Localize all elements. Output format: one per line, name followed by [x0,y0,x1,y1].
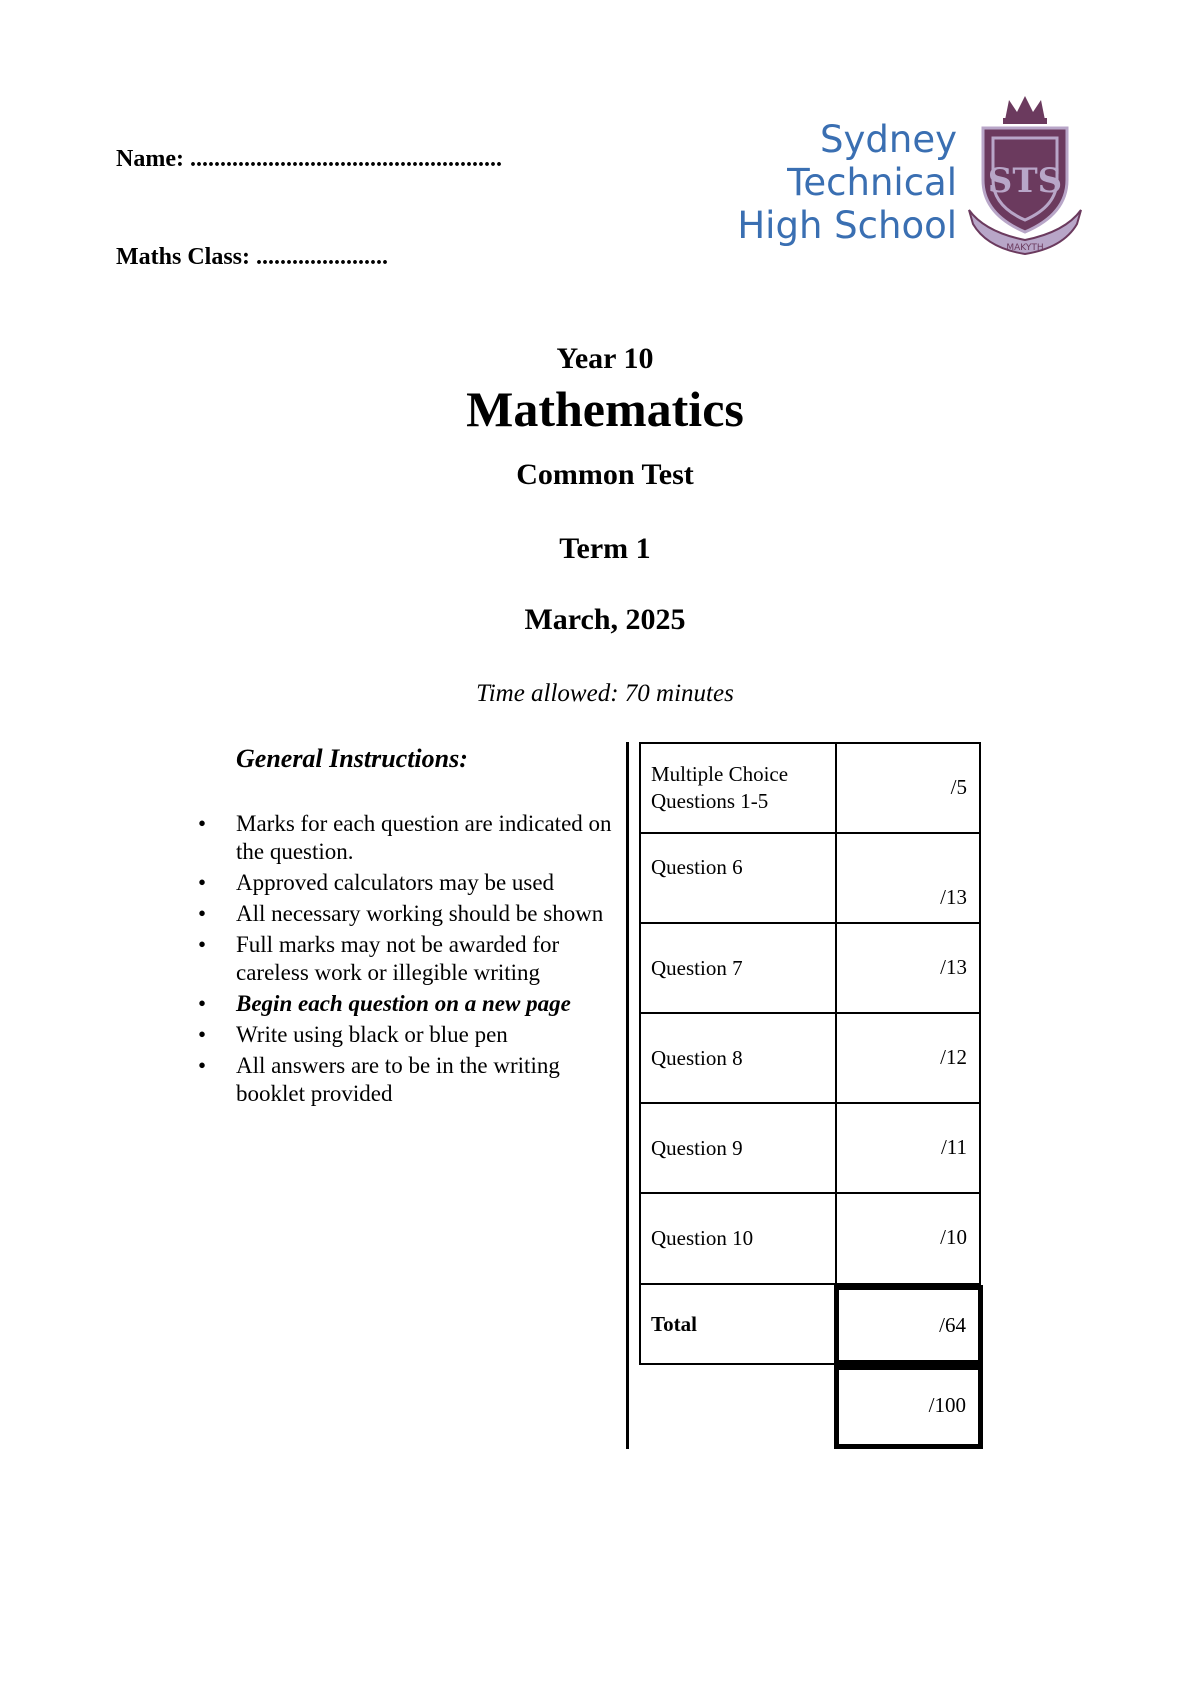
percentage-marks-cell: /100 [834,1365,983,1449]
instruction-item: • All necessary working should be shown [198,901,604,926]
school-crest-icon [965,92,1085,257]
name-label: Name: [116,146,184,172]
table-row-label: Question 9 [639,1104,837,1194]
instruction-item: • Marks for each question are indicated on the question. [198,811,612,864]
table-row-label: Question 8 [639,1014,837,1104]
school-logo [735,92,1085,262]
table-row-marks: /13 [835,834,981,924]
logo-line-2: Technical [787,161,957,204]
total-label-cell: Total [639,1285,837,1365]
instructions-list [198,810,618,1111]
table-row-marks: /10 [835,1194,981,1285]
table-row-marks: /12 [835,1014,981,1104]
table-row-label: Multiple Choice Questions 1-5 [639,742,837,834]
name-field [116,146,502,173]
instruction-item: • All answers are to be in the writing booklet provided [198,1053,560,1106]
instruction-item: • Write using black or blue pen [198,1022,508,1047]
maths-class-label: Maths Class: [116,244,251,270]
maths-class-dotted-line: ...................... [256,244,389,270]
svg-text:STS: STS [987,161,1063,201]
table-row-marks: /5 [835,742,981,834]
table-row-marks: /11 [835,1104,981,1194]
table-row-label: Question 10 [639,1194,837,1285]
table-row-label: Question 6 [639,834,837,924]
table-row-label: Question 7 [639,924,837,1014]
maths-class-field [116,244,388,271]
instruction-item: • Full marks may not be awarded for careless work or illegible writing [198,932,560,985]
instructions-heading: General Instructions: [236,744,468,773]
logo-line-1: Sydney [820,118,957,161]
logo-line-3: High School [737,204,957,247]
svg-text:MAKYTH: MAKYTH [1006,243,1044,253]
test-date: March, 2025 [524,603,686,636]
time-allowed: Time allowed: 70 minutes [476,680,734,707]
instruction-item: • Begin each question on a new page [198,991,571,1016]
subject-title: Mathematics [466,381,744,437]
term: Term 1 [559,532,651,565]
test-name: Common Test [516,458,694,491]
vertical-divider [626,742,629,1449]
name-dotted-line: .................................................... [189,146,502,172]
table-row-marks: /13 [835,924,981,1014]
instruction-item: • Approved calculators may be used [198,870,555,895]
total-marks-cell: /64 [834,1285,983,1365]
year-level: Year 10 [556,342,654,375]
